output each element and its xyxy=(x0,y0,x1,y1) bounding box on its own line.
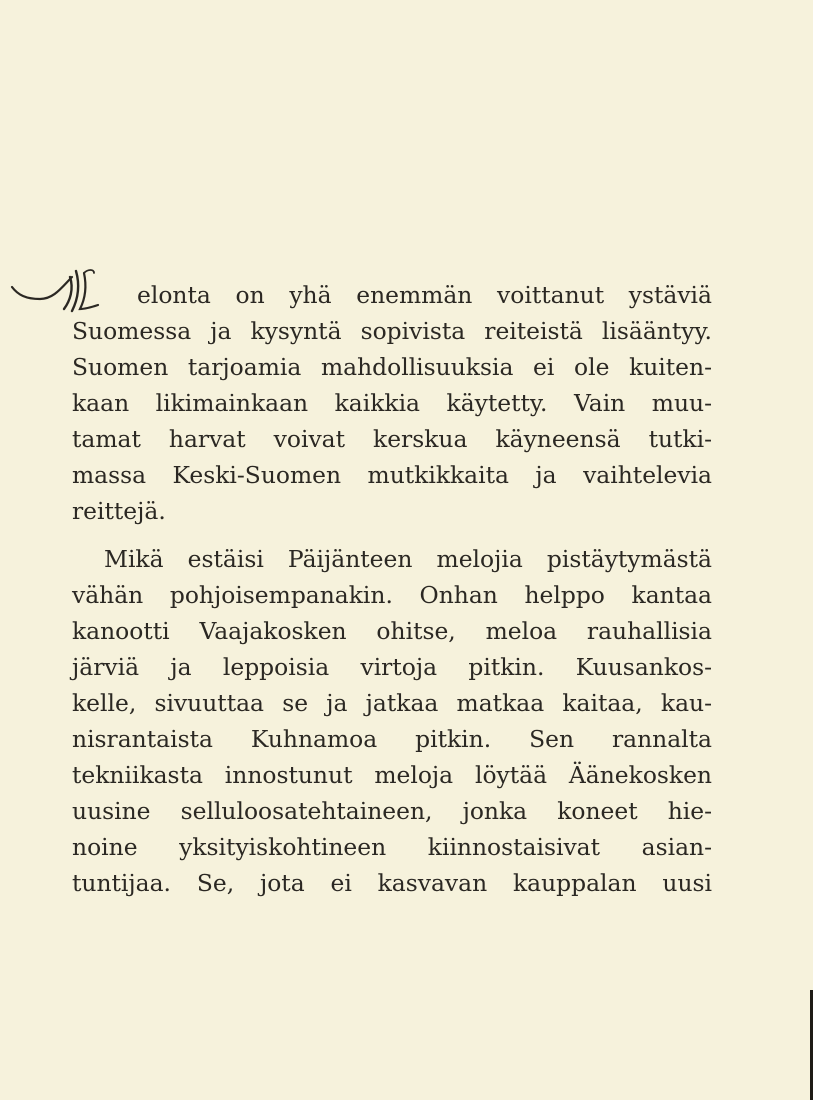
text-line: tuntijaa. Se, jota ei kasvavan kauppalan uusi xyxy=(72,869,712,898)
paragraph-gap xyxy=(72,530,712,541)
text-line: järviä ja leppoisia virtoja pitkin. Kuusankos- xyxy=(72,652,712,681)
drop-cap-swash-icon xyxy=(10,265,136,315)
text-line: noine yksityiskohtineen kiinnostaisivat asian- xyxy=(72,833,712,862)
text-line: kelle, sivuuttaa se ja jatkaa matkaa kaitaa, kau- xyxy=(72,688,712,717)
text-line: tekniikasta innostunut meloja löytää Äänekosken xyxy=(72,761,712,790)
text-line: kaan likimainkaan kaikkia käytetty. Vain muu- xyxy=(72,389,712,418)
text-line: nisrantaista Kuhnamoa pitkin. Sen rannalta xyxy=(72,725,712,754)
text-line: uusine selluloosatehtaineen, jonka koneet hie- xyxy=(72,797,712,826)
text-line: Mikä estäisi Päijänteen melojia pistäytymästä xyxy=(104,544,712,573)
text-line: Suomen tarjoamia mahdollisuuksia ei ole kuiten- xyxy=(72,353,712,382)
body-text xyxy=(72,277,712,902)
first-line-text: elonta on yhä enemmän voittanut ystäviä xyxy=(137,281,712,309)
text-line: vähän pohjoisempanakin. Onhan helppo kantaa xyxy=(72,580,712,609)
paragraph-2 xyxy=(72,541,712,902)
drop-cap-letter: M xyxy=(104,300,117,314)
first-line xyxy=(72,277,712,313)
drop-cap xyxy=(10,265,136,315)
text-line: reittejä. xyxy=(72,497,166,526)
text-line: massa Keski-Suomen mutkikkaita ja vaihtelevia xyxy=(72,461,712,490)
text-line: kanootti Vaajakosken ohitse, meloa rauhallisia xyxy=(72,616,712,645)
text-line: tamat harvat voivat kerskua käyneensä tutki- xyxy=(72,425,712,454)
text-line: Suomessa ja kysyntä sopivista reiteistä lisääntyy. xyxy=(72,317,712,345)
paragraph-1 xyxy=(72,277,712,530)
